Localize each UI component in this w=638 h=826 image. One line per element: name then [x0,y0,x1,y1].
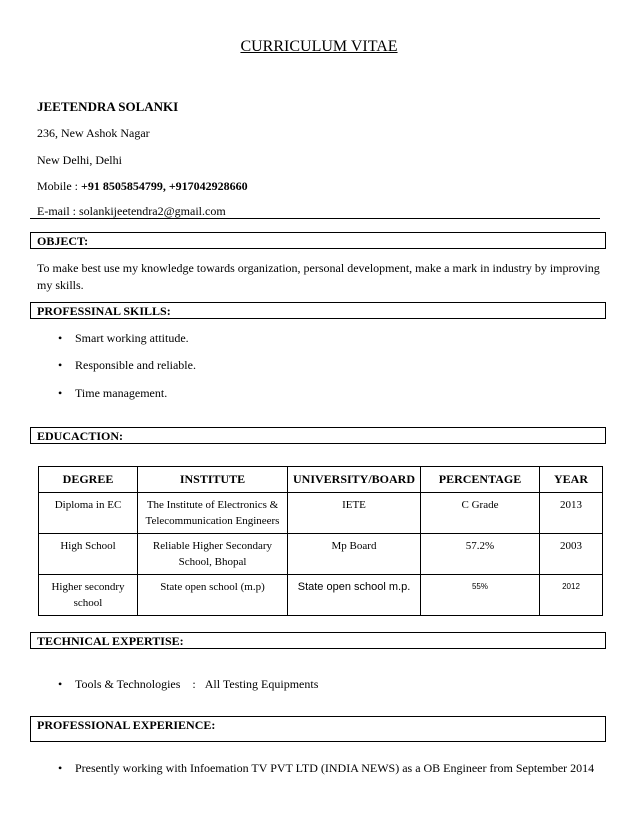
address-line-1: 236, New Ashok Nagar [37,126,150,140]
bullet-icon: • [58,386,63,400]
table-cell: C Grade [421,493,540,534]
column-header: INSTITUTE [138,467,288,493]
table-cell: 57.2% [421,534,540,575]
table-row [39,575,603,616]
table-cell: Reliable Higher Secondary School, Bhopal [138,534,288,575]
education-section-header [30,427,606,444]
mobile-label: Mobile : [37,179,81,193]
table-cell: 55% [421,575,540,616]
tools-label: Tools & Technologies [75,677,181,691]
table-row [39,534,603,575]
table-cell: State open school (m.p) [138,575,288,616]
experience-heading: PROFESSIONAL EXPERIENCE: [37,718,216,732]
list-item [58,677,318,692]
column-header: PERCENTAGE [421,467,540,493]
table-row [39,493,603,534]
bullet-icon: • [58,677,63,691]
table-header-row [39,467,603,493]
column-header: DEGREE [39,467,138,493]
table-cell: Mp Board [288,534,421,575]
list-item: • Responsible and reliable. [58,358,196,372]
bullet-icon: • [58,331,63,345]
email-line: E-mail : solankijeetendra2@gmail.com [37,204,226,218]
technical-heading: TECHNICAL EXPERTISE: [37,634,184,648]
skills-section-header [30,302,606,319]
table-cell: 2012 [540,575,603,616]
bullet-icon: • [58,761,63,775]
candidate-name: JEETENDRA SOLANKI [37,99,179,114]
column-header: UNIVERSITY/BOARD [288,467,421,493]
list-item: • Smart working attitude. [58,331,189,345]
table-cell: The Institute of Electronics & Telecommunication Engineers [138,493,288,534]
tools-separator: : [192,677,196,691]
mobile-value: +91 8505854799, +917042928660 [81,179,248,193]
object-section-header [30,232,606,249]
skills-heading: PROFESSINAL SKILLS: [37,304,171,318]
table-cell: Higher secondry school [39,575,138,616]
table-cell: High School [39,534,138,575]
mobile-line [37,179,248,194]
tools-value: All Testing Equipments [204,677,319,691]
page-title: CURRICULUM VITAE [240,38,398,55]
experience-section-header [30,716,606,742]
column-header: YEAR [540,467,603,493]
contact-divider [30,218,600,219]
table-cell: 2003 [540,534,603,575]
bullet-icon: • [58,358,63,372]
table-cell: State open school m.p. [288,575,421,616]
table-cell: IETE [288,493,421,534]
education-heading: EDUCACTION: [37,429,124,443]
list-item: • Presently working with Infoemation TV PVT LTD (INDIA NEWS) as a OB Engineer from September 2014 [58,761,595,775]
object-heading: OBJECT: [37,234,89,248]
address-line-2: New Delhi, Delhi [37,153,122,167]
list-item: • Time management. [58,386,168,400]
object-text: To make best use my knowledge towards organization, personal development, make a mark in industry by improving my skills. [37,261,600,292]
table-cell: 2013 [540,493,603,534]
education-table [38,466,603,616]
technical-section-header [30,632,606,649]
table-cell: Diploma in EC [39,493,138,534]
